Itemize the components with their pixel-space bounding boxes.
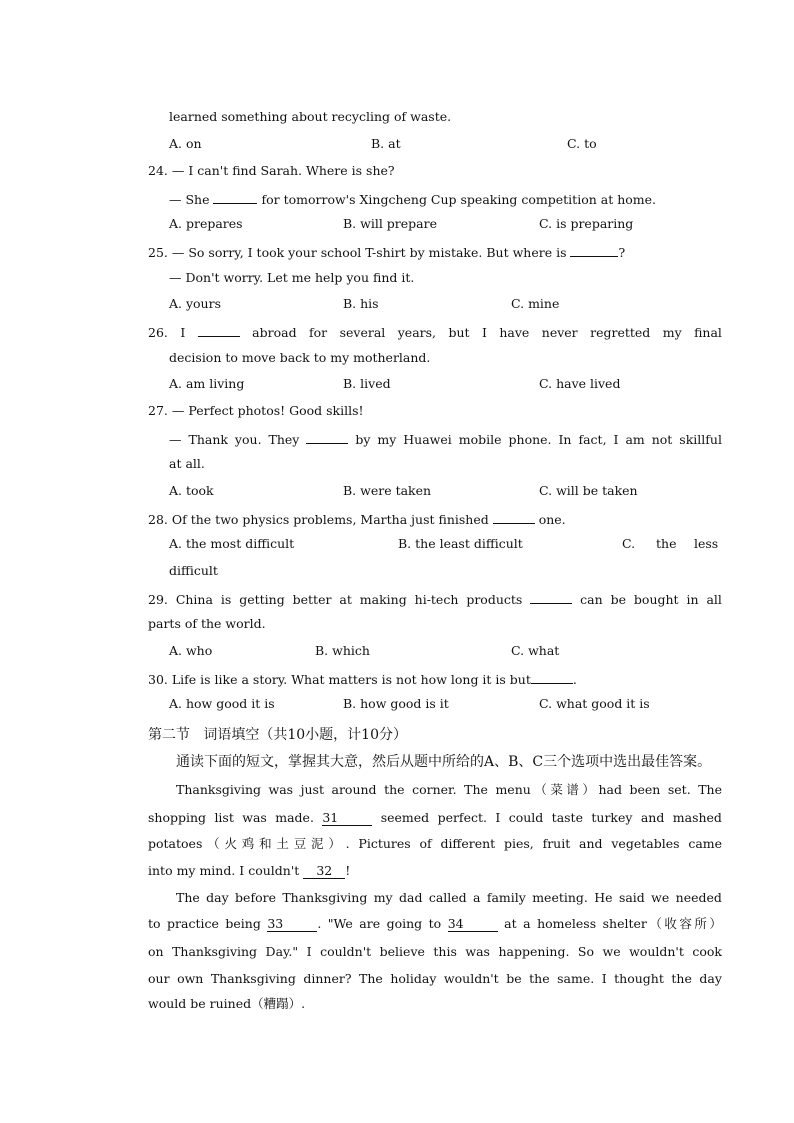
q26-option-c: C. have lived bbox=[539, 376, 621, 391]
q30-line1: Life is like a story. What matters is not how long it is but bbox=[171, 672, 531, 687]
passage-word: called bbox=[428, 890, 467, 905]
q26-word: I bbox=[180, 325, 186, 340]
passage-word: to bbox=[148, 916, 161, 931]
passage-word: taste bbox=[551, 810, 583, 825]
q29-continuation: parts of the world. bbox=[148, 616, 266, 631]
q27-blank bbox=[306, 430, 348, 444]
passage-word: to bbox=[428, 916, 442, 931]
q25-option-a: A. yours bbox=[169, 296, 222, 311]
passage-word: and bbox=[640, 810, 665, 825]
q28-option-c-continuation: difficult bbox=[169, 563, 218, 578]
passage-word: around bbox=[331, 782, 377, 797]
q29-option-a: A. who bbox=[169, 643, 213, 658]
q29-word: making bbox=[359, 592, 407, 607]
passage-word: happening. bbox=[498, 944, 570, 959]
q28-stem bbox=[148, 510, 566, 528]
q28-blank bbox=[493, 510, 535, 524]
q29-option-c: C. what bbox=[511, 643, 560, 658]
q26-word: I bbox=[481, 325, 487, 340]
q30-option-a: A. how good it is bbox=[169, 696, 275, 711]
passage-word: on bbox=[148, 944, 164, 959]
passage-word: . bbox=[317, 916, 322, 931]
q26-word: my bbox=[662, 325, 682, 340]
passage-word: holiday bbox=[390, 971, 437, 986]
q27-option-c: C. will be taken bbox=[539, 483, 638, 498]
q23-option-b: B. at bbox=[371, 136, 401, 151]
passage-word: shopping bbox=[148, 810, 207, 825]
q29-word: better bbox=[292, 592, 332, 607]
q29-word: can bbox=[580, 592, 603, 607]
q26-stem bbox=[148, 323, 722, 341]
passage-word: fruit bbox=[542, 836, 571, 851]
passage-word: Thanksgiving bbox=[210, 971, 296, 986]
passage-word: different bbox=[440, 836, 496, 851]
q29-blank bbox=[530, 590, 572, 604]
passage-word: was bbox=[465, 944, 490, 959]
passage-p1-line2 bbox=[148, 810, 722, 826]
passage-word: said bbox=[618, 890, 645, 905]
q26-word: final bbox=[694, 325, 722, 340]
q24-line2 bbox=[169, 190, 656, 208]
q25-stem bbox=[148, 243, 625, 261]
passage-word: Thanksgiving bbox=[176, 782, 261, 797]
passage-word: vegetables bbox=[611, 836, 680, 851]
passage-word: our bbox=[148, 971, 170, 986]
q23-option-c: C. to bbox=[567, 136, 597, 151]
passage-word: corner. bbox=[412, 782, 457, 797]
passage-word: this bbox=[433, 944, 457, 959]
q28-option-c-label: C. bbox=[622, 536, 636, 551]
passage-word: a bbox=[523, 916, 531, 931]
q30-stem bbox=[148, 670, 577, 688]
passage-p1-line3 bbox=[148, 836, 722, 852]
q30-line1-end: . bbox=[572, 672, 577, 687]
q27-continuation: at all. bbox=[169, 456, 205, 471]
passage-word: thought bbox=[614, 971, 664, 986]
passage-word: seemed bbox=[380, 810, 430, 825]
passage-word: Pictures bbox=[358, 836, 411, 851]
passage-word: believe bbox=[379, 944, 425, 959]
q28-option-c-word1: the bbox=[656, 536, 677, 551]
q26-option-a: A. am living bbox=[169, 376, 245, 391]
q29-word: in bbox=[686, 592, 699, 607]
q25-line1: — So sorry, I took your school T-shirt by mistake. But where is bbox=[171, 245, 567, 260]
passage-word: we bbox=[602, 944, 621, 959]
q29-word: be bbox=[610, 592, 626, 607]
q26-word: regretted bbox=[590, 325, 651, 340]
passage-word: The bbox=[176, 890, 200, 905]
passage-word: I bbox=[601, 971, 607, 986]
passage-p2-line4 bbox=[148, 971, 722, 987]
passage-word: list bbox=[214, 810, 234, 825]
passage-word: Thanksgiving bbox=[282, 890, 368, 905]
passage-word: needed bbox=[675, 890, 722, 905]
passage-p2-line2 bbox=[148, 916, 722, 932]
passage-word: He bbox=[594, 890, 613, 905]
passage-word: turkey bbox=[591, 810, 633, 825]
passage-word: are bbox=[359, 916, 381, 931]
passage-word: family bbox=[486, 890, 526, 905]
passage-word: homeless bbox=[537, 916, 597, 931]
passage-p2-line1 bbox=[176, 890, 722, 906]
q24-line2-start: — She bbox=[169, 192, 210, 207]
passage-p2-line5: would be ruined（糟蹋）. bbox=[148, 996, 306, 1011]
q29-word: products bbox=[466, 592, 523, 607]
q30-number: 30. bbox=[148, 672, 168, 687]
q30-blank bbox=[531, 670, 573, 684]
passage-word: dinner? bbox=[303, 971, 352, 986]
passage-word: could bbox=[508, 810, 544, 825]
q27-option-b: B. were taken bbox=[343, 483, 432, 498]
q28-number: 28. bbox=[148, 512, 168, 527]
passage-word: couldn't bbox=[320, 944, 372, 959]
section-title: 第二节 词语填空（共10小题，计10分） bbox=[148, 727, 407, 743]
passage-p1-line4-text: into my mind. I couldn't bbox=[148, 863, 300, 878]
q24-line2-end: for tomorrow's Xingcheng Cup speaking competition at home. bbox=[261, 192, 656, 207]
q26-option-b: B. lived bbox=[343, 376, 391, 391]
passage-word: and bbox=[579, 836, 603, 851]
passage-word: of bbox=[419, 836, 432, 851]
q26-word: but bbox=[448, 325, 470, 340]
passage-word: my bbox=[373, 890, 393, 905]
passage-word: just bbox=[300, 782, 324, 797]
q30-option-c: C. what good it is bbox=[539, 696, 650, 711]
q27-line2-end: by my Huawei mobile phone. In fact, I am not skillful bbox=[355, 432, 722, 447]
blank-33: 33 bbox=[267, 917, 317, 932]
q25-line2: — Don't worry. Let me help you find it. bbox=[169, 270, 415, 285]
q26-blank bbox=[198, 323, 240, 337]
passage-word: going bbox=[386, 916, 423, 931]
q24-blank bbox=[213, 190, 257, 204]
q29-word: hi-tech bbox=[414, 592, 459, 607]
passage-word: same. bbox=[557, 971, 595, 986]
passage-word: "We bbox=[327, 916, 353, 931]
passage-word: potatoes（火鸡和土豆泥）. bbox=[148, 836, 350, 851]
passage-word: perfect. bbox=[437, 810, 487, 825]
q25-number: 25. bbox=[148, 245, 168, 260]
q28-line1-end: one. bbox=[538, 512, 566, 527]
passage-word: The bbox=[464, 782, 488, 797]
passage-word: at bbox=[504, 916, 517, 931]
q29-word: China bbox=[175, 592, 213, 607]
passage-word: pies, bbox=[503, 836, 534, 851]
q24-stem bbox=[148, 163, 395, 179]
passage-word: own bbox=[177, 971, 204, 986]
q29-word: at bbox=[339, 592, 352, 607]
q24-option-a: A. prepares bbox=[169, 216, 243, 231]
passage-p1-line4 bbox=[148, 863, 350, 879]
q24-option-b: B. will prepare bbox=[343, 216, 438, 231]
passage-word: shelter（收容所） bbox=[602, 916, 722, 931]
q26-word: years, bbox=[397, 325, 437, 340]
passage-word: day bbox=[206, 890, 229, 905]
passage-word: came bbox=[688, 836, 723, 851]
q29-stem bbox=[148, 590, 722, 608]
q26-number: 26. bbox=[148, 325, 168, 340]
passage-word: was bbox=[268, 782, 294, 797]
q29-word: is bbox=[220, 592, 232, 607]
passage-word: mashed bbox=[672, 810, 722, 825]
passage-word: The bbox=[698, 782, 722, 797]
q26-word: have bbox=[499, 325, 530, 340]
q26-word: abroad bbox=[252, 325, 297, 340]
passage-word: be bbox=[506, 971, 522, 986]
passage-word: dad bbox=[398, 890, 423, 905]
passage-word: made. bbox=[275, 810, 314, 825]
passage-word: menu（菜谱）had bbox=[495, 782, 622, 797]
passage-p1-line1 bbox=[176, 782, 722, 798]
q25-option-b: B. his bbox=[343, 296, 379, 311]
passage-word: practice bbox=[167, 916, 219, 931]
q27-stem bbox=[148, 403, 364, 419]
passage-word: was bbox=[242, 810, 267, 825]
passage-word: So bbox=[577, 944, 595, 959]
passage-word: the bbox=[529, 971, 550, 986]
passage-word: Thanksgiving bbox=[172, 944, 258, 959]
q26-continuation: decision to move back to my motherland. bbox=[169, 350, 431, 365]
q24-option-c: C. is preparing bbox=[539, 216, 634, 231]
q26-word: several bbox=[339, 325, 386, 340]
passage-word: meeting. bbox=[532, 890, 588, 905]
q29-word: bought bbox=[633, 592, 679, 607]
passage-word: been bbox=[629, 782, 661, 797]
q25-option-c: C. mine bbox=[511, 296, 560, 311]
q27-line2 bbox=[169, 430, 722, 448]
passage-word: the bbox=[671, 971, 692, 986]
q26-word: for bbox=[309, 325, 328, 340]
q24-line1: — I can't find Sarah. Where is she? bbox=[171, 163, 395, 178]
q27-option-a: A. took bbox=[169, 483, 214, 498]
passage-word: the bbox=[384, 782, 405, 797]
passage-word: I bbox=[306, 944, 312, 959]
passage-word: being bbox=[225, 916, 261, 931]
q23-continuation: learned something about recycling of waste. bbox=[169, 109, 452, 124]
passage-word: set. bbox=[667, 782, 691, 797]
q28-option-b: B. the least difficult bbox=[398, 536, 523, 551]
passage-word: I bbox=[495, 810, 501, 825]
q26-word: never bbox=[541, 325, 578, 340]
q23-option-a: A. on bbox=[169, 136, 202, 151]
blank-31: 31 bbox=[322, 811, 372, 826]
passage-p2-line3 bbox=[148, 944, 722, 960]
q29-word: all bbox=[706, 592, 722, 607]
q27-line1: — Perfect photos! Good skills! bbox=[171, 403, 364, 418]
section-instruction: 通读下面的短文，掌握其大意，然后从题中所给的A、B、C三个选项中选出最佳答案。 bbox=[176, 754, 712, 770]
passage-word: Day." bbox=[265, 944, 299, 959]
blank-34: 34 bbox=[448, 917, 498, 932]
passage-word: The bbox=[359, 971, 383, 986]
passage-word: cook bbox=[692, 944, 723, 959]
q29-number: 29. bbox=[148, 592, 168, 607]
q27-line2-start: — Thank you. They bbox=[169, 432, 300, 447]
q28-line1: Of the two physics problems, Martha just finished bbox=[171, 512, 489, 527]
q28-option-a: A. the most difficult bbox=[169, 536, 295, 551]
passage-word: a bbox=[473, 890, 481, 905]
blank-32: 32 bbox=[303, 864, 345, 879]
passage-word: day bbox=[699, 971, 722, 986]
passage-p1-line4-end: ! bbox=[345, 863, 351, 878]
q29-option-b: B. which bbox=[315, 643, 370, 658]
q28-option-c-word2: less bbox=[694, 536, 719, 551]
passage-word: wouldn't bbox=[629, 944, 684, 959]
passage-word: before bbox=[235, 890, 276, 905]
q27-number: 27. bbox=[148, 403, 168, 418]
passage-word: we bbox=[651, 890, 670, 905]
q25-blank bbox=[570, 243, 618, 257]
q24-number: 24. bbox=[148, 163, 168, 178]
passage-word: wouldn't bbox=[443, 971, 499, 986]
q29-word: getting bbox=[239, 592, 285, 607]
q25-line1-end: ? bbox=[618, 245, 626, 260]
q30-option-b: B. how good is it bbox=[343, 696, 449, 711]
